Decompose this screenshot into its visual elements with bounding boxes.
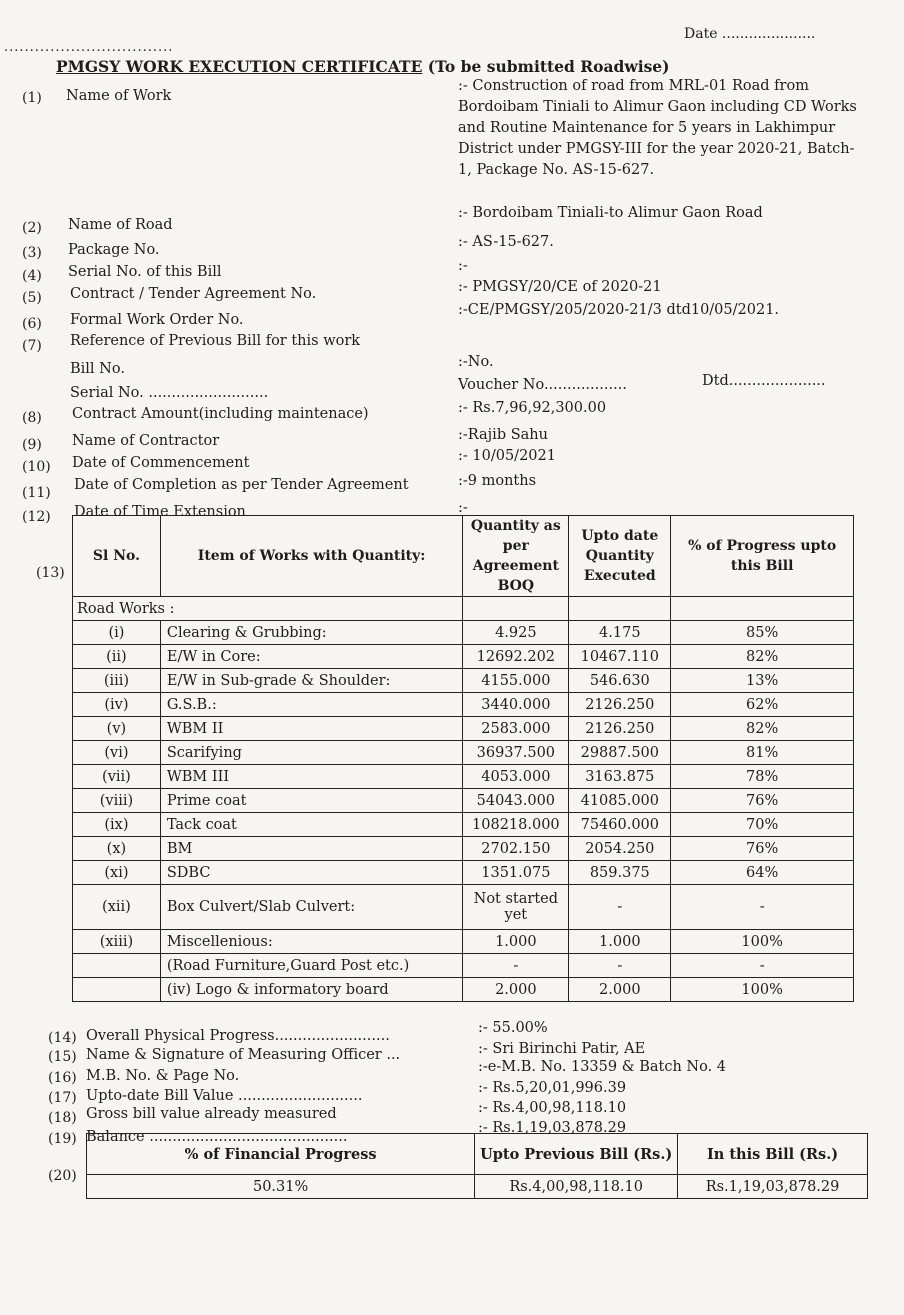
row-item: Prime coat xyxy=(160,789,463,813)
serial-no-label: Serial No. .......................... xyxy=(70,385,269,401)
row-progress: 81% xyxy=(671,741,854,765)
table-header-row xyxy=(73,516,854,597)
bill-no-label: Bill No. xyxy=(70,361,125,377)
document-title xyxy=(56,57,670,76)
row-item: Box Culvert/Slab Culvert: xyxy=(160,885,463,930)
financial-header-progress: % of Financial Progress xyxy=(87,1134,475,1175)
field-label-contractor: Name of Contractor xyxy=(72,433,220,449)
row-sl-no: (xi) xyxy=(73,861,161,885)
row-agreement-qty: 3440.000 xyxy=(463,693,569,717)
row-agreement-qty: 4053.000 xyxy=(463,765,569,789)
row-item: Miscellenious: xyxy=(160,930,463,954)
date-label: Date ..................... xyxy=(684,26,816,42)
row-agreement-qty: 1351.075 xyxy=(463,861,569,885)
field-value-contract-no: :- PMGSY/20/CE of 2020-21 xyxy=(458,279,662,295)
summary-value-physical-progress: :- 55.00% xyxy=(478,1020,548,1036)
row-agreement-qty: - xyxy=(463,954,569,978)
dtd-label: Dtd..................... xyxy=(702,373,826,389)
field-label-serial-no: Serial No. of this Bill xyxy=(68,264,222,280)
financial-header-row xyxy=(87,1134,868,1175)
row-executed-qty: 75460.000 xyxy=(569,813,671,837)
row-progress: - xyxy=(671,954,854,978)
field-number: (2) xyxy=(22,220,42,236)
works-progress-table xyxy=(72,515,854,1002)
row-progress: 76% xyxy=(671,789,854,813)
row-executed-qty: 546.630 xyxy=(569,669,671,693)
financial-values-row xyxy=(87,1175,868,1199)
table-row xyxy=(73,669,854,693)
row-item: (iv) Logo & informatory board xyxy=(160,978,463,1002)
summary-label-mb-no: M.B. No. & Page No. xyxy=(86,1068,240,1084)
row-executed-qty: 4.175 xyxy=(569,621,671,645)
row-executed-qty: 2126.250 xyxy=(569,693,671,717)
row-sl-no: (xiii) xyxy=(73,930,161,954)
row-sl-no: (viii) xyxy=(73,789,161,813)
row-agreement-qty: 2.000 xyxy=(463,978,569,1002)
field-value-completion: :-9 months xyxy=(458,473,537,489)
field-number: (11) xyxy=(22,485,51,501)
row-progress: 82% xyxy=(671,717,854,741)
financial-value-progress: 50.31% xyxy=(87,1175,475,1199)
summary-number: (18) xyxy=(48,1110,77,1126)
row-executed-qty: 1.000 xyxy=(569,930,671,954)
field-number: (10) xyxy=(22,459,51,475)
table-row xyxy=(73,765,854,789)
summary-number: (16) xyxy=(48,1070,77,1086)
row-agreement-qty: 1.000 xyxy=(463,930,569,954)
summary-value-balance: :- Rs.1,19,03,878.29 xyxy=(478,1120,627,1136)
field-label-contract-amount: Contract Amount(including maintenace) xyxy=(72,406,369,422)
field-label-completion: Date of Completion as per Tender Agreement xyxy=(74,477,409,493)
field-label-commencement: Date of Commencement xyxy=(72,455,250,471)
works-table-body xyxy=(73,621,854,1002)
row-executed-qty: 859.375 xyxy=(569,861,671,885)
field-number: (4) xyxy=(22,268,42,284)
field-label-work-order-no: Formal Work Order No. xyxy=(70,312,244,328)
summary-number: (15) xyxy=(48,1049,77,1065)
row-sl-no: (ii) xyxy=(73,645,161,669)
row-sl-no: (xii) xyxy=(73,885,161,930)
row-progress: 100% xyxy=(671,930,854,954)
field-number: (3) xyxy=(22,245,42,261)
section-label: Road Works : xyxy=(73,597,463,621)
row-item: BM xyxy=(160,837,463,861)
field-number: (9) xyxy=(22,437,42,453)
field-label-name-of-road: Name of Road xyxy=(68,217,173,233)
row-item: WBM II xyxy=(160,717,463,741)
row-item: Tack coat xyxy=(160,813,463,837)
field-number: (6) xyxy=(22,316,42,332)
field-number: (5) xyxy=(22,290,42,306)
field-value-work-order-no: :-CE/PMGSY/205/2020-21/3 dtd10/05/2021. xyxy=(458,302,780,318)
field-value-contract-amount: :- Rs.7,96,92,300.00 xyxy=(458,400,607,416)
row-item: Scarifying xyxy=(160,741,463,765)
row-item: Clearing & Grubbing: xyxy=(160,621,463,645)
financial-header-previous: Upto Previous Bill (Rs.) xyxy=(475,1134,678,1175)
field-value-name-of-road: :- Bordoibam Tiniali-to Alimur Gaon Road xyxy=(458,205,763,221)
table-row xyxy=(73,861,854,885)
table-row xyxy=(73,789,854,813)
row-item: WBM III xyxy=(160,765,463,789)
table-row xyxy=(73,693,854,717)
row-agreement-qty: 4.925 xyxy=(463,621,569,645)
row-sl-no: (ix) xyxy=(73,813,161,837)
field-number: (7) xyxy=(22,338,42,354)
row-executed-qty: 2054.250 xyxy=(569,837,671,861)
row-agreement-qty: Not started yet xyxy=(463,885,569,930)
row-item: SDBC xyxy=(160,861,463,885)
financial-value-previous: Rs.4,00,98,118.10 xyxy=(475,1175,678,1199)
row-progress: 78% xyxy=(671,765,854,789)
row-item: G.S.B.: xyxy=(160,693,463,717)
title-sub: (To be submitted Roadwise) xyxy=(427,57,670,76)
field-label-contract-no: Contract / Tender Agreement No. xyxy=(70,286,317,302)
summary-value-mb-no: :-e-M.B. No. 13359 & Batch No. 4 xyxy=(478,1059,727,1075)
row-executed-qty: 2.000 xyxy=(569,978,671,1002)
row-sl-no: (iv) xyxy=(73,693,161,717)
summary-label-measuring-officer: Name & Signature of Measuring Officer ... xyxy=(86,1047,401,1063)
row-progress: 76% xyxy=(671,837,854,861)
summary-value-bill-value: :- Rs.5,20,01,996.39 xyxy=(478,1080,627,1096)
table-row xyxy=(73,978,854,1002)
table-row xyxy=(73,645,854,669)
row-executed-qty: - xyxy=(569,885,671,930)
row-executed-qty: 29887.500 xyxy=(569,741,671,765)
row-executed-qty: 3163.875 xyxy=(569,765,671,789)
row-agreement-qty: 12692.202 xyxy=(463,645,569,669)
table-number: (13) xyxy=(36,565,65,581)
field-number: (1) xyxy=(22,90,42,106)
field-value-commencement: :- 10/05/2021 xyxy=(458,448,556,464)
reference-dots: ................................. xyxy=(4,40,174,55)
row-executed-qty: 41085.000 xyxy=(569,789,671,813)
summary-value-measuring-officer: :- Sri Birinchi Patir, AE xyxy=(478,1041,646,1057)
row-sl-no: (vi) xyxy=(73,741,161,765)
row-progress: 85% xyxy=(671,621,854,645)
header-agreement-qty: Quantity as per Agreement BOQ xyxy=(463,516,569,597)
summary-label-physical-progress: Overall Physical Progress......................... xyxy=(86,1028,390,1044)
row-sl-no: (iii) xyxy=(73,669,161,693)
row-agreement-qty: 108218.000 xyxy=(463,813,569,837)
summary-label-gross-bill: Gross bill value already measured xyxy=(86,1106,337,1122)
table-row xyxy=(73,741,854,765)
section-row xyxy=(73,597,854,621)
header-item: Item of Works with Quantity: xyxy=(160,516,463,597)
table-cell xyxy=(569,597,671,621)
summary-label-bill-value: Upto-date Bill Value ........................... xyxy=(86,1088,363,1104)
row-agreement-qty: 2702.150 xyxy=(463,837,569,861)
row-agreement-qty: 4155.000 xyxy=(463,669,569,693)
name-of-work-value: :- Construction of road from MRL-01 Road from Bordoibam Tiniali to Alimur Gaon including CD Works and Routine Maintenance for 5 years in Lakhimpur District under PMGSY-III for the year 2020-21, Batch-1, Package No. AS-15-627. xyxy=(458,78,857,178)
field-label-name-of-work: Name of Work xyxy=(66,88,172,104)
row-executed-qty: 10467.110 xyxy=(569,645,671,669)
field-value-time-extension: :- xyxy=(458,500,468,516)
table-row xyxy=(73,837,854,861)
field-label-previous-bill: Reference of Previous Bill for this work xyxy=(70,333,361,349)
field-number: (8) xyxy=(22,410,42,426)
field-value-contractor: :-Rajib Sahu xyxy=(458,427,548,443)
row-progress: - xyxy=(671,885,854,930)
table-cell xyxy=(671,597,854,621)
table-row xyxy=(73,621,854,645)
row-executed-qty: 2126.250 xyxy=(569,717,671,741)
table-cell xyxy=(463,597,569,621)
table-row xyxy=(73,954,854,978)
title-main: PMGSY WORK EXECUTION CERTIFICATE xyxy=(56,57,423,76)
row-agreement-qty: 54043.000 xyxy=(463,789,569,813)
row-item: (Road Furniture,Guard Post etc.) xyxy=(160,954,463,978)
row-sl-no: (v) xyxy=(73,717,161,741)
table-row xyxy=(73,885,854,930)
row-item: E/W in Sub-grade & Shoulder: xyxy=(160,669,463,693)
summary-label-balance: Balance ........................................... xyxy=(86,1129,348,1145)
row-agreement-qty: 36937.500 xyxy=(463,741,569,765)
row-item: E/W in Core: xyxy=(160,645,463,669)
field-number: (12) xyxy=(22,509,51,525)
field-label-time-extension: Date of Time Extension xyxy=(74,504,246,520)
summary-value-gross-bill: :- Rs.4,00,98,118.10 xyxy=(478,1100,627,1116)
row-sl-no: (i) xyxy=(73,621,161,645)
row-agreement-qty: 2583.000 xyxy=(463,717,569,741)
row-executed-qty: - xyxy=(569,954,671,978)
summary-number: (19) xyxy=(48,1131,77,1147)
header-progress: % of Progress upto this Bill xyxy=(671,516,854,597)
field-label-package-no: Package No. xyxy=(68,242,160,258)
row-sl-no xyxy=(73,978,161,1002)
bill-no-value: :-No. xyxy=(458,354,494,370)
summary-number: (14) xyxy=(48,1030,77,1046)
row-sl-no: (vii) xyxy=(73,765,161,789)
header-sl-no: Sl No. xyxy=(73,516,161,597)
row-progress: 62% xyxy=(671,693,854,717)
row-progress: 70% xyxy=(671,813,854,837)
table-row xyxy=(73,813,854,837)
table-row xyxy=(73,717,854,741)
field-value-serial-no: :- xyxy=(458,258,468,274)
voucher-no-label: Voucher No.................. xyxy=(458,377,627,393)
financial-progress-table xyxy=(86,1133,868,1199)
summary-number: (17) xyxy=(48,1090,77,1106)
financial-number: (20) xyxy=(48,1168,77,1184)
row-sl-no: (x) xyxy=(73,837,161,861)
field-value-package-no: :- AS-15-627. xyxy=(458,234,554,250)
table-row xyxy=(73,930,854,954)
row-progress: 13% xyxy=(671,669,854,693)
row-progress: 100% xyxy=(671,978,854,1002)
row-sl-no xyxy=(73,954,161,978)
financial-header-this-bill: In this Bill (Rs.) xyxy=(678,1134,868,1175)
header-executed-qty: Upto date Quantity Executed xyxy=(569,516,671,597)
row-progress: 82% xyxy=(671,645,854,669)
financial-value-this-bill: Rs.1,19,03,878.29 xyxy=(678,1175,868,1199)
row-progress: 64% xyxy=(671,861,854,885)
